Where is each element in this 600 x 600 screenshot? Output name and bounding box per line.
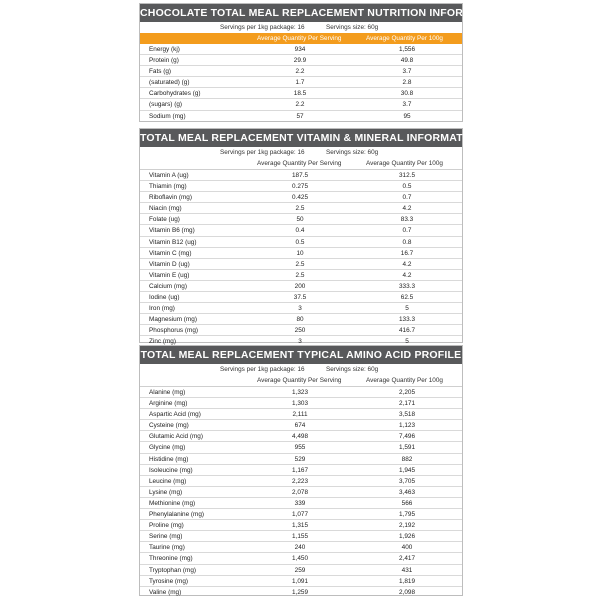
per-100g-value: 4.2 — [402, 205, 412, 213]
per-100g-value: 1,795 — [399, 511, 415, 519]
per-serving-value: 37.5 — [293, 294, 307, 302]
per-100g-value: 312.5 — [399, 172, 415, 179]
nutrient-name: Fats (g) — [149, 68, 172, 76]
nutrient-name: Energy (kj) — [149, 46, 180, 53]
amino-column-header — [140, 375, 462, 387]
table-row — [140, 44, 462, 55]
per-100g-value: 882 — [401, 455, 413, 463]
nutrient-name: (sugars) (g) — [149, 101, 183, 109]
nutrient-name: Lysine (mg) — [149, 488, 183, 496]
per-serving-value: 1.7 — [295, 79, 305, 87]
per-serving-value: 339 — [294, 499, 306, 507]
table-row — [140, 77, 462, 88]
per-100g-value: 3,518 — [399, 411, 415, 419]
nutrient-name: Arginine (mg) — [149, 400, 188, 408]
nutrient-name: Proline (mg) — [149, 522, 184, 530]
per-serving-value: 250 — [294, 327, 306, 335]
nutrient-name: Taurine (mg) — [149, 544, 185, 552]
amino-panel — [139, 345, 463, 596]
per-100g-value: 333.3 — [399, 282, 415, 290]
column-per-serving: Average Quantity Per Serving — [257, 377, 342, 384]
nutrient-name: Leucine (mg) — [149, 477, 187, 485]
table-row — [140, 325, 462, 336]
nutrient-name: Protein (g) — [149, 57, 179, 65]
per-serving-value: 3 — [298, 305, 302, 313]
nutrient-name: Histidine (mg) — [149, 455, 189, 463]
table-row — [140, 170, 462, 181]
per-100g-value: 1,591 — [399, 444, 415, 452]
nutrient-name: Magnesium (mg) — [149, 316, 197, 324]
per-100g-value: 431 — [401, 566, 413, 574]
per-100g-value: 0.8 — [402, 238, 412, 246]
per-serving-value: 529 — [294, 455, 306, 463]
per-serving-value: 0.275 — [292, 183, 308, 191]
per-100g-value: 1,819 — [399, 577, 415, 585]
table-row — [140, 314, 462, 325]
per-serving-value: 1,450 — [292, 555, 308, 563]
nutrient-name: Phenylalanine (mg) — [149, 511, 205, 519]
per-serving-value: 240 — [294, 544, 306, 552]
per-serving-value: 2,223 — [292, 477, 308, 485]
per-serving-value: 0.425 — [292, 194, 308, 202]
per-100g-value: 2,205 — [399, 389, 415, 396]
nutrient-name: Vitamin D (ug) — [149, 260, 190, 268]
table-row — [140, 225, 462, 236]
per-serving-value: 80 — [296, 316, 304, 324]
per-serving-value: 674 — [294, 422, 306, 430]
amino-rows — [140, 387, 462, 598]
per-serving-value: 259 — [294, 566, 306, 574]
nutrient-name: Phosphorus (mg) — [149, 327, 199, 335]
vitamins-rows — [140, 170, 462, 348]
nutrient-name: Isoleucine (mg) — [149, 466, 193, 474]
table-row — [140, 88, 462, 99]
per-serving-value: 2,078 — [292, 488, 308, 496]
per-100g-value: 400 — [401, 544, 413, 552]
nutrient-name: Glutamic Acid (mg) — [149, 433, 203, 441]
nutrient-name: Vitamin C (mg) — [149, 249, 192, 257]
per-serving-value: 29.9 — [293, 57, 307, 65]
table-row — [140, 66, 462, 77]
per-100g-value: 1,945 — [399, 466, 415, 474]
nutrient-name: Glycine (mg) — [149, 444, 186, 452]
table-row — [140, 203, 462, 214]
table-row — [140, 259, 462, 270]
table-row — [140, 420, 462, 431]
table-row — [140, 520, 462, 531]
per-100g-value: 83.3 — [400, 216, 414, 224]
amino-servings-info — [140, 364, 462, 375]
per-100g-value: 1,123 — [399, 422, 415, 430]
per-100g-value: 2,171 — [399, 400, 415, 408]
per-serving-value: 3 — [298, 338, 302, 346]
per-serving-value: 1,303 — [292, 400, 308, 408]
table-row — [140, 409, 462, 420]
per-100g-value: 3,463 — [399, 488, 415, 496]
nutrition-rows — [140, 44, 462, 122]
per-100g-value: 7,496 — [399, 433, 415, 441]
per-100g-value: 2,417 — [399, 555, 415, 563]
per-serving-value: 934 — [294, 46, 306, 53]
per-serving-value: 2,111 — [292, 411, 308, 419]
nutrient-name: Carbohydrates (g) — [149, 90, 201, 98]
table-row — [140, 576, 462, 587]
column-per-100g: Average Quantity Per 100g — [366, 160, 443, 167]
nutrition-column-header — [140, 33, 462, 44]
per-100g-value: 3.7 — [402, 68, 412, 76]
table-row — [140, 465, 462, 476]
per-serving-value: 187.5 — [292, 172, 308, 179]
serving-size: Servings size: 60g — [326, 149, 379, 156]
vitamins-column-header — [140, 158, 462, 170]
per-100g-value: 0.5 — [402, 183, 412, 191]
nutrient-name: Methionine (mg) — [149, 499, 196, 507]
table-row — [140, 587, 462, 598]
per-100g-value: 1,556 — [399, 46, 415, 53]
amino-title: TOTAL MEAL REPLACEMENT TYPICAL AMINO ACID PROFILE — [140, 346, 462, 364]
servings-per-package: Servings per 1kg package: 16 — [220, 24, 305, 31]
table-row — [140, 270, 462, 281]
per-serving-value: 1,315 — [292, 522, 308, 530]
nutrient-name: Iodine (ug) — [149, 294, 180, 302]
nutrient-name: Valine (mg) — [149, 588, 182, 596]
table-row — [140, 387, 462, 398]
table-row — [140, 292, 462, 303]
per-serving-value: 0.5 — [295, 238, 305, 246]
per-100g-value: 3,705 — [399, 477, 415, 485]
table-row — [140, 476, 462, 487]
nutrition-title: CHOCOLATE TOTAL MEAL REPLACEMENT NUTRITION INFORMATION — [140, 4, 462, 22]
per-100g-value: 4.2 — [402, 271, 412, 279]
table-row — [140, 509, 462, 520]
nutrient-name: (saturated) (g) — [149, 79, 190, 87]
table-row — [140, 192, 462, 203]
per-serving-value: 1,167 — [292, 466, 308, 474]
per-serving-value: 2.2 — [295, 68, 305, 76]
column-per-serving: Average Quantity Per Serving — [257, 35, 342, 42]
per-serving-value: 955 — [294, 444, 306, 452]
nutrient-name: Tryptophan (mg) — [149, 566, 196, 574]
vitamins-panel — [139, 128, 483, 346]
per-100g-value: 95 — [403, 112, 411, 120]
table-row — [140, 55, 462, 66]
table-row — [140, 181, 462, 192]
per-serving-value: 18.5 — [293, 90, 307, 98]
table-row — [140, 498, 462, 509]
nutrient-name: Sodium (mg) — [149, 112, 186, 120]
per-100g-value: 3.7 — [402, 101, 412, 109]
table-row — [140, 214, 462, 225]
per-100g-value: 0.7 — [402, 194, 412, 202]
per-100g-value: 5 — [405, 305, 409, 313]
per-serving-value: 2.5 — [295, 260, 305, 268]
table-row — [140, 237, 462, 248]
per-serving-value: 1,091 — [292, 577, 308, 585]
per-100g-value: 2,098 — [399, 588, 415, 596]
vitamins-servings-info — [140, 147, 462, 158]
nutrient-name: Cysteine (mg) — [149, 422, 189, 430]
nutrient-name: Niacin (mg) — [149, 205, 182, 213]
per-100g-value: 0.7 — [402, 227, 412, 235]
column-per-100g: Average Quantity Per 100g — [366, 377, 443, 384]
per-serving-value: 2.5 — [295, 205, 305, 213]
per-100g-value: 5 — [405, 338, 409, 346]
nutrient-name: Calcium (mg) — [149, 282, 187, 290]
table-row — [140, 248, 462, 259]
per-serving-value: 2.2 — [295, 101, 305, 109]
nutrition-panel — [139, 3, 505, 122]
table-row — [140, 531, 462, 542]
table-row — [140, 487, 462, 498]
per-100g-value: 133.3 — [399, 316, 415, 324]
per-serving-value: 1,323 — [292, 389, 308, 396]
servings-per-package: Servings per 1kg package: 16 — [220, 149, 305, 156]
per-serving-value: 50 — [296, 216, 304, 224]
nutrient-name: Riboflavin (mg) — [149, 194, 192, 202]
nutrient-name: Vitamin B6 (mg) — [149, 227, 195, 235]
nutrient-name: Thiamin (mg) — [149, 183, 187, 191]
per-100g-value: 49.8 — [400, 57, 414, 65]
table-row — [140, 553, 462, 564]
nutrition-servings-info — [140, 22, 462, 33]
column-per-serving: Average Quantity Per Serving — [257, 160, 342, 167]
nutrient-name: Zinc (mg) — [149, 338, 176, 346]
table-row — [140, 431, 462, 442]
per-serving-value: 0.4 — [295, 227, 305, 235]
per-100g-value: 30.8 — [400, 90, 414, 98]
nutrient-name: Tyrosine (mg) — [149, 577, 189, 585]
table-row — [140, 398, 462, 409]
per-100g-value: 566 — [401, 499, 413, 507]
per-serving-value: 4,498 — [292, 433, 308, 441]
nutrient-name: Alanine (mg) — [149, 389, 186, 396]
serving-size: Servings size: 60g — [326, 24, 379, 31]
table-row — [140, 281, 462, 292]
column-per-100g: Average Quantity Per 100g — [366, 35, 443, 42]
servings-per-package: Servings per 1kg package: 16 — [220, 366, 305, 373]
per-serving-value: 1,155 — [292, 533, 308, 541]
per-serving-value: 200 — [294, 282, 306, 290]
nutrient-name: Serine (mg) — [149, 533, 183, 541]
table-row — [140, 454, 462, 465]
table-row — [140, 303, 462, 314]
table-row — [140, 99, 462, 110]
per-serving-value: 1,077 — [292, 511, 308, 519]
per-100g-value: 1,926 — [399, 533, 415, 541]
nutrient-name: Threonine (mg) — [149, 555, 193, 563]
per-serving-value: 2.5 — [295, 271, 305, 279]
per-serving-value: 57 — [296, 112, 304, 120]
nutrient-name: Vitamin A (ug) — [149, 172, 189, 179]
nutrient-name: Vitamin B12 (ug) — [149, 238, 197, 246]
serving-size: Servings size: 60g — [326, 366, 379, 373]
table-row — [140, 565, 462, 576]
nutrient-name: Vitamin E (ug) — [149, 271, 190, 279]
table-row — [140, 542, 462, 553]
nutrient-name: Iron (mg) — [149, 305, 175, 313]
per-serving-value: 10 — [296, 249, 304, 257]
per-100g-value: 4.2 — [402, 260, 412, 268]
per-100g-value: 416.7 — [399, 327, 415, 335]
nutrient-name: Folate (ug) — [149, 216, 180, 224]
per-100g-value: 62.5 — [400, 294, 414, 302]
table-row — [140, 442, 462, 453]
per-serving-value: 1,259 — [292, 588, 308, 596]
per-100g-value: 16.7 — [400, 249, 414, 257]
per-100g-value: 2.8 — [402, 79, 412, 87]
per-100g-value: 2,192 — [399, 522, 415, 530]
vitamins-title: TOTAL MEAL REPLACEMENT VITAMIN & MINERAL INFORMATION — [140, 129, 462, 147]
table-row — [140, 111, 462, 122]
nutrient-name: Aspartic Acid (mg) — [149, 411, 201, 419]
